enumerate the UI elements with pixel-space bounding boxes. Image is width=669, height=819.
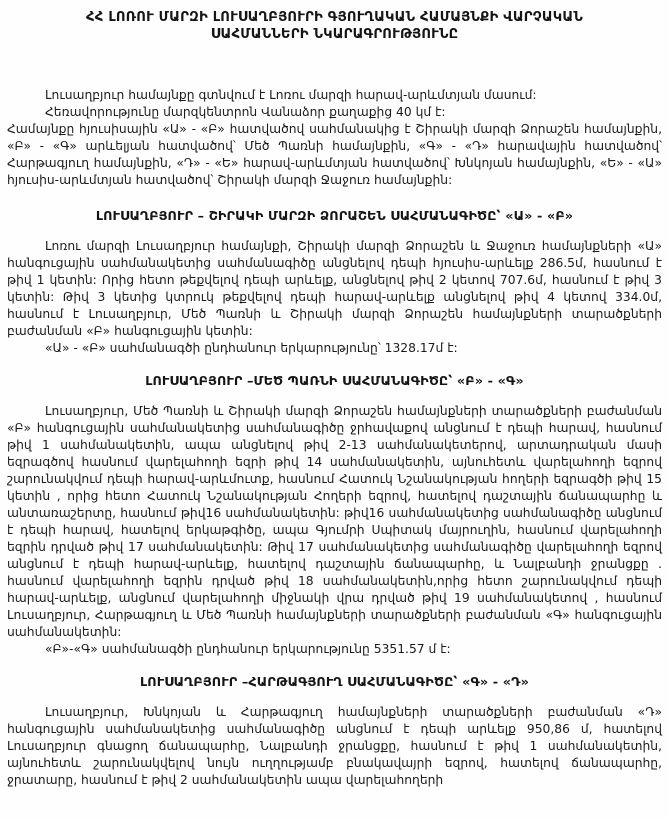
intro-location-line: Լուսաղբյուր համայնքը գտնվում է Լոռու մարզի հարավ-արևմտյան մասում: — [45, 88, 537, 102]
section-1-heading: ԼՈՒՍԱՂԲՅՈՒՐ – ՇԻՐԱԿԻ ՄԱՐԶԻ ՁՈՐԱՇԵՆ ՍԱՀՄԱՆԱԳԻԾԸ՝ «Ա» - «Բ» — [95, 209, 574, 224]
document-title-line2: ՍԱՀՄԱՆՆԵՐԻ ՆԿԱՐԱԳՐՈՒԹՅՈՒՆԸ — [210, 27, 459, 42]
section-2-heading: ԼՈՒՍԱՂԲՅՈՒՐ –ՄԵԾ ՊԱՌՆԻ ՍԱՀՄԱՆԱԳԻԾԸ՝ «Բ» - «Գ» — [145, 374, 524, 389]
section-1-body: Լոռու մարզի Լուսաղբյուր համայնքի, Շիրակի մարզի Ձորաշեն և Ջաջուռ համայնքների «Ա» հանգուցային սահմանակետից սահմանագիծը անցնելով դեպի հյուսիս-արևելք 286.5մ, հասնում է թիվ 1 կետին: Որից հետո թեքվելով դեպի արևելք, անցնելով թիվ 2 կետով 707.6մ, հասնում է թիվ 3 կետին: Թիվ 3 կետից կտրուկ թեքվելով դեպի հարավ-արևելք անցնելով թիվ 4 կետով 334.0մ, հասնում է Լուսաղբյուր, Մեծ Պառնի և Շիրակի մարզի Ձորաշեն համայնքների տարածքների բաժանման «Բ» հանգուցային կետին: — [7, 239, 662, 338]
intro-distance-line: Հեռավորությունը մարզկենտրոն Վանաձոր քաղաքից 40 կմ է: — [45, 105, 446, 119]
document-title — [7, 9, 662, 43]
document-title-line1: ՀՀ ԼՈՌՈՒ ՄԱՐԶԻ ԼՈՒՍԱՂԲՅՈՒՐԻ ԳՅՈՒՂԱԿԱՆ ՀԱՄԱՅՆՔԻ ՎԱՐՉԱԿԱՆ — [86, 10, 583, 25]
section-2-length-line: «Բ»-«Գ» սահմանագծի ընդհանուր երկարությունը 5351.57 մ է: — [45, 642, 451, 656]
intro-borders-paragraph: Համայնքը հյուսիսային «Ա» - «Բ» հատվածով սահմանակից է Շիրակի մարզի Ձորաշեն համայնքին, «Բ» - «Գ» արևելյան հատվածով՝ Մեծ Պառնի համայնքին, «Գ» - «Դ» հարավային հատվածով՝ Հարթագյուղ համայնքին, «Դ» - «Ե» հարավ-արևմտյան հատվածով՝ Խնկոյան համայնքին, «Ե» - «Ա» հյուսիս-արևմտյան հատվածով՝ Շիրակի մարզի Ջաջուռ համայնքին: — [7, 122, 662, 187]
section-1-length-line: «Ա» - «Բ» սահմանագծի ընդհանուր երկարությունը՝ 1328.17մ է: — [45, 341, 458, 355]
section-3-heading: ԼՈՒՍԱՂԲՅՈՒՐ –ՀԱՐԹԱԳՅՈՒՂ ՍԱՀՄԱՆԱԳԻԾԸ՝ «Գ» - «Դ» — [140, 675, 529, 690]
section-3-body: Լուսաղբյուր, Խնկոյան և Հարթագյուղ համայնքների տարածքների բաժանման «Դ» հանգուցային սահմանակետից սահմանագիծը անցնում է դեպի արևելք 950,86 մ, հատելով Լուսաղբյուր գնացող ճանապարհը, Նալբանդի ջրանցքը, հասնում է թիվ 1 սահմանակետին, այնուհետև շարունակվելով նույն ուղղությամբ բնակավայրի եզրով, հատելով ճանապարհը, ջրատարը, հասնում է թիվ 2 սահմանակետին ապա վարելահողերի — [7, 705, 662, 787]
section-2-body: Լուսաղբյուր, Մեծ Պառնի և Շիրակի մարզի Ձորաշեն համայնքների տարածքների բաժանման «Բ» հանգուցային սահմանակետից սահմանագիծը ջրհավաքով անցնում է դեպի հարավ, հասնում թիվ 1 սահմանակետին, ապա անցնելով թիվ 2-13 սահմանակետերով, արտադրական մասի եզրագծով հասնում վարելահողի եզրի թիվ 14 սահմանակետին, այնուհետև վարելահողի եզրով շարունակվում դեպի հարավ-արևմուտք, հասնում Հատուկ Նշանակության հողերի եզրագծի թիվ 15 կետին , որից հետո Հատուկ Նշանակության Հողերի եզրով, հատելով դաշտային ճանապարհը և անտառաշերտը, հասնում թիվ16 սահմանակետին: թիվ16 սահմանակետից սահմանագիծը անցնում է դեպի հարավ, հատելով երկաթգիծը, ապա Գյումրի Սպիտակ մայրուղին, հասնում վարելահողի եզրին դրված թիվ 17 սահմանակետին: Թիվ 17 սահմանակետից սահմանագիծը վարելահողի եզրով անցնում է դեպի հարավ-արևելք, հատելով դաշտային ճանապարհը, և Նալբանդի ջրանցքը . հասնում վարելահողի եզրին դրված թիվ 18 սահմանակետին,որից հետո շարունակվում դեպի հարավ-արևելք, անցնում վարելահողի միջնակի վրա դրված թիվ 19 սահմանակետով , հասնում Լուսաղբյուր, Հարթագյուղ և Մեծ Պառնի համայնքների տարածքների բաժանման «Գ» հանգուցային սահմանակետին: — [7, 404, 662, 639]
